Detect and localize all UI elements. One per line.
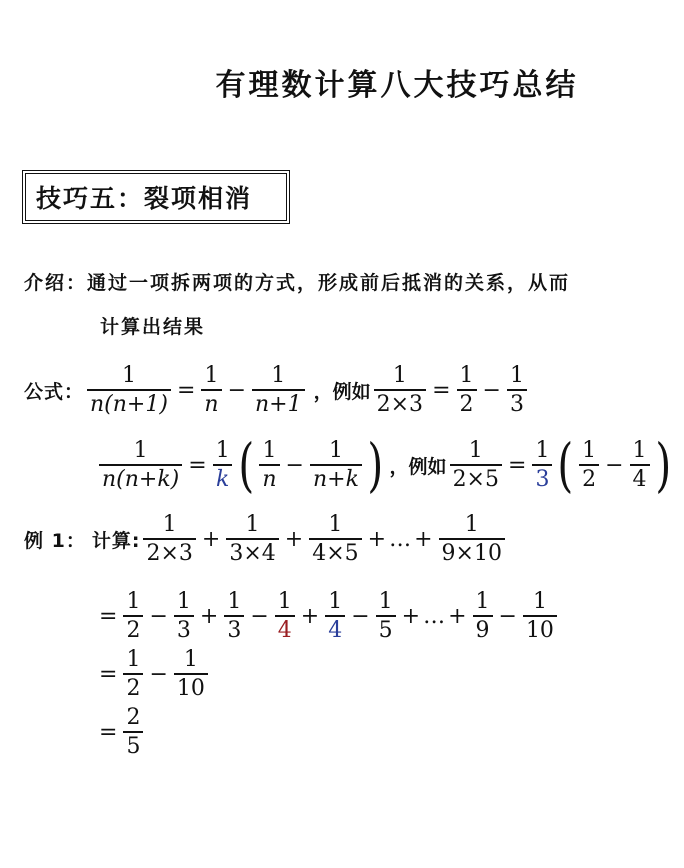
fraction: $\frac{1}{5}$: [376, 590, 396, 642]
fraction: $\frac{1}{2\times 3}$: [374, 364, 426, 416]
fraction: $\frac{1}{10}$: [523, 590, 557, 642]
fraction: $\frac{1}{n(n+1)}$: [87, 364, 171, 416]
example-row: 例 1： 计算: $\frac{1}{2\times 3}$ + $\frac{1}{3\times 4}$ + $\frac{1}{4\times 5}$ + … + $\frac{1}{9\times 10}$: [24, 508, 508, 570]
example-label: ，例如: [313, 380, 371, 403]
fraction: $\frac{1}{n}$: [259, 439, 279, 491]
fraction: $\frac{1}{4}$: [325, 590, 345, 642]
fraction: $\frac{1}{n(n+k)}$: [99, 439, 182, 491]
fraction: $\frac{1}{3}$: [174, 590, 194, 642]
step-3: = $\frac{2}{5}$: [96, 704, 146, 760]
formula-label: 公式：: [24, 380, 85, 403]
fraction: $\frac{1}{2}$: [579, 439, 599, 491]
step-1: = $\frac{1}{2}$ − $\frac{1}{3}$ + $\frac{1}{3}$ − $\frac{1}{4}$ + $\frac{1}{4}$ − $\frac{1}{5}$ + … + $\frac{1}{9}$ − $\frac{1}{10}$: [96, 586, 560, 646]
fraction: $\frac{1}{4}$: [630, 439, 650, 491]
intro-line-1: 介绍：通过一项拆两项的方式，形成前后抵消的关系，从而: [24, 272, 571, 294]
fraction: $\frac{1}{2}$: [123, 648, 143, 700]
section-title: 技巧五：裂项相消: [36, 184, 253, 213]
formula-row-1: 公式： $\frac{1}{n(n+1)}$ = $\frac{1}{n}$ − $\frac{1}{n+1}$ ，例如 $\frac{1}{2\times 3}$ = $\frac{1}{2}$ − $\frac{1}{3}$: [24, 360, 530, 420]
fraction: $\frac{1}{9\times 10}$: [439, 513, 505, 565]
fraction: $\frac{1}{n}$: [201, 364, 221, 416]
fraction: $\frac{1}{3}$: [507, 364, 527, 416]
fraction: $\frac{1}{2\times 3}$: [143, 513, 195, 565]
fraction: $\frac{1}{3}$: [532, 439, 552, 491]
calc-label: 计算:: [91, 529, 141, 552]
fraction: $\frac{1}{n+1}$: [252, 364, 305, 416]
section-title-box: [22, 170, 290, 224]
page-title: 有理数计算八大技巧总结: [215, 68, 579, 103]
fraction: $\frac{2}{5}$: [123, 706, 143, 758]
fraction: $\frac{1}{4\times 5}$: [309, 513, 361, 565]
fraction: $\frac{1}{2\times 5}$: [450, 439, 502, 491]
step-2: = $\frac{1}{2}$ − $\frac{1}{10}$: [96, 646, 211, 702]
fraction: $\frac{1}{k}$: [213, 439, 233, 491]
fraction: $\frac{1}{n+k}$: [310, 439, 362, 491]
intro-line-2: 计算出结果: [100, 316, 206, 338]
fraction: $\frac{1}{2}$: [123, 590, 143, 642]
example-label: ，例如: [389, 455, 447, 478]
fraction: $\frac{1}{3}$: [224, 590, 244, 642]
fraction: $\frac{1}{4}$: [275, 590, 295, 642]
fraction: $\frac{1}{3\times 4}$: [226, 513, 278, 565]
example-number-label: 例 1：: [24, 529, 86, 552]
fraction: $\frac{1}{10}$: [174, 648, 208, 700]
fraction: $\frac{1}{2}$: [457, 364, 477, 416]
fraction: $\frac{1}{9}$: [473, 590, 493, 642]
formula-row-2: $\frac{1}{n(n+k)}$ = $\frac{1}{k}$ ( $\frac{1}{n}$ − $\frac{1}{n+k}$ ) ，例如 $\frac{1}{2\times 5}$ = $\frac{1}{3}$ ( $\frac{1}{2}$ − $\frac{1}{4}$ ): [96, 432, 673, 498]
